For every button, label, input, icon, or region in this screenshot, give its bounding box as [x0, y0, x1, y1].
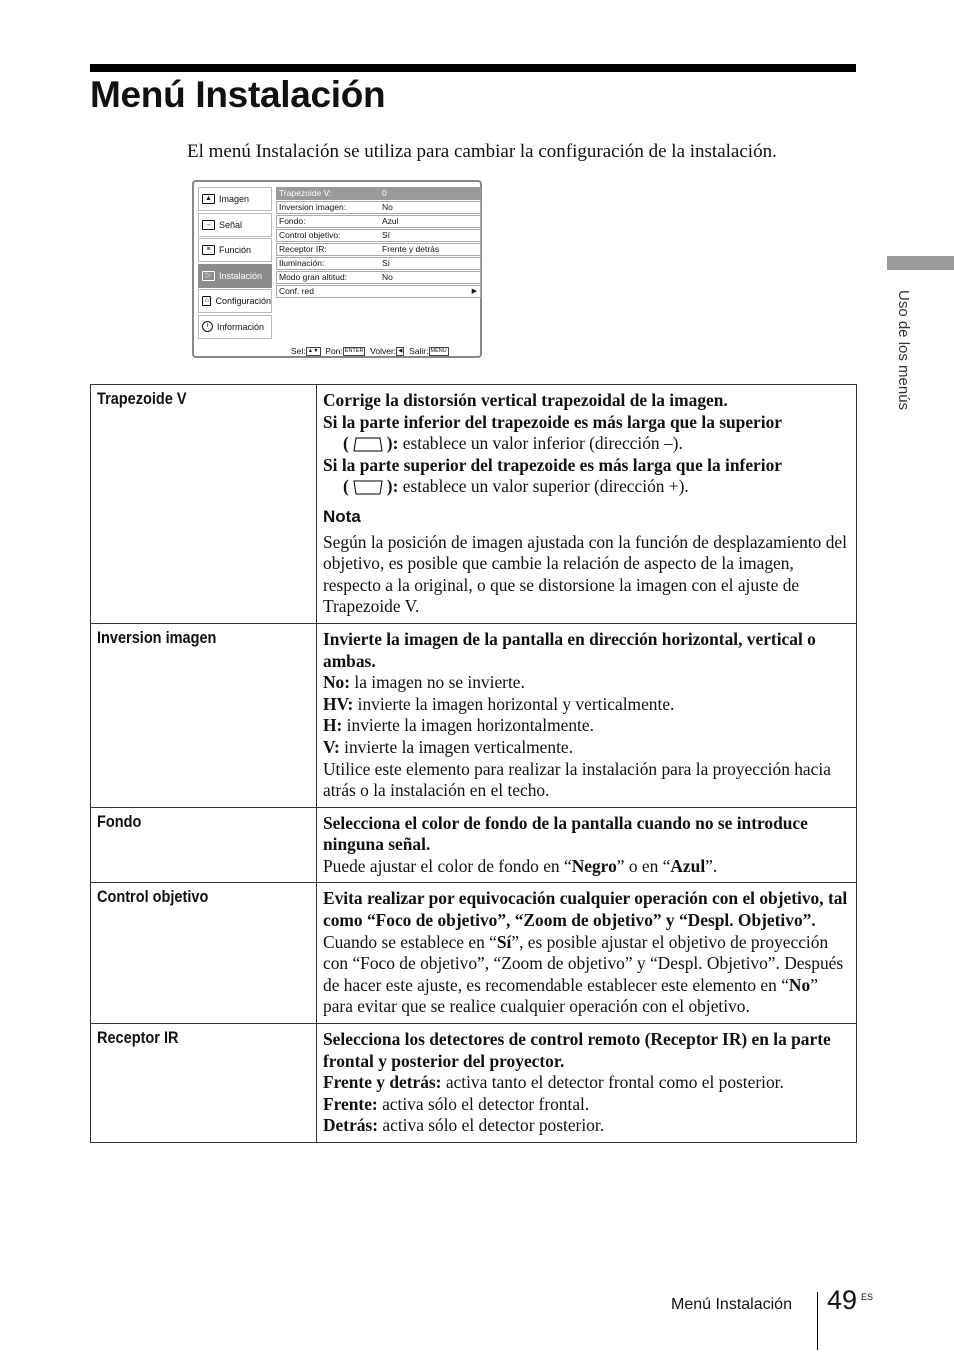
up-down-keys-icon: ▲▼ [307, 348, 319, 355]
information-icon: i [202, 321, 213, 332]
side-tab-bar [887, 256, 954, 270]
table-row [91, 807, 857, 883]
note-heading: Nota [323, 506, 361, 526]
title-rule [90, 64, 856, 72]
osd-tab-label: Función [219, 245, 252, 255]
osd-tab-funcion[interactable] [198, 238, 272, 262]
osd-tab-configuracion[interactable] [198, 289, 272, 313]
osd-tab-label: Información [217, 321, 265, 332]
table-row [91, 623, 857, 807]
intro-text: El menú Instalación se utiliza para cambiar la configuración de la instalación. [187, 141, 777, 162]
signal-icon: → [202, 220, 215, 230]
osd-footer: Sel: ▲▼ Pon: ENTER Volver: ◀ Salir: MENU [291, 346, 447, 356]
osd-row-iluminacion[interactable]: Iluminación: Sí [276, 257, 481, 270]
osd-tab-imagen[interactable] [198, 187, 272, 211]
setting-description: Selecciona el color de fondo de la pantalla cuando no se introduce ninguna señal. Puede ajustar el color de fondo en “Negro” o en “Azul”. [317, 807, 857, 883]
osd-menu [192, 180, 482, 358]
osd-row-trapezoide[interactable]: Trapezoide V: 0 [276, 187, 481, 200]
left-key-icon: ◀ [398, 348, 403, 355]
osd-tab-instalacion[interactable] [198, 264, 272, 288]
osd-tab-label: Configuración [215, 296, 271, 306]
page-number: 49 [827, 1285, 858, 1315]
osd-tab-informacion[interactable] [198, 315, 272, 339]
configuration-icon: ⌂ [202, 296, 211, 306]
enter-key: ENTER [344, 348, 364, 355]
side-tab-label: Uso de los menús [895, 290, 912, 411]
osd-settings-list [276, 187, 481, 299]
osd-row-fondo[interactable]: Fondo: Azul [276, 215, 481, 228]
osd-row-receptor[interactable]: Receptor IR: Frente y detrás [276, 243, 481, 256]
function-icon: ≡ [202, 245, 215, 255]
osd-tab-label: Imagen [219, 194, 250, 204]
table-row [91, 883, 857, 1024]
footer-section-label: Menú Instalación [671, 1296, 792, 1313]
table-row [91, 385, 857, 624]
page-title: Menú Instalación [90, 74, 386, 115]
chevron-right-icon: ▶ [471, 288, 477, 295]
osd-row-conf-red[interactable]: Conf. red ▶ [276, 285, 481, 298]
trapezoid-wide-top-icon [353, 480, 383, 495]
table-row [91, 1024, 857, 1143]
osd-row-altitud[interactable]: Modo gran altitud: No [276, 271, 481, 284]
osd-sidebar [198, 187, 272, 340]
osd-row-inversion[interactable]: Inversion imagen: No [276, 201, 481, 214]
setting-name: Inversion imagen [97, 628, 217, 647]
setting-description: Evita realizar por equivocación cualquier operación con el objetivo, tal como “Foco de objetivo”, “Zoom de objetivo” y “Despl. Objetivo”. Cuando se establece en “Sí”, es posible ajustar el objetivo de proyección con “Foco de objetivo”, “Zoom de objetivo” y “Despl. Objetivo”. Después de hacer este ajuste, es recomendable establecer este elemento en “No” para evitar que se realice cualquier operación con el objetivo. [317, 883, 857, 1024]
trapezoid-wide-bottom-icon [353, 437, 383, 452]
setting-description: Selecciona los detectores de control remoto (Receptor IR) en la parte frontal y posterior del proyector. Frente y detrás: activa tanto el detector frontal como el posterior. Frente: activa sólo el detector frontal. Detrás: activa sólo el detector posterior. [317, 1024, 857, 1143]
footer-divider [817, 1292, 818, 1350]
setting-name: Fondo [97, 812, 142, 831]
installation-icon: ▷ [202, 271, 215, 281]
setting-description: Invierte la imagen de la pantalla en dirección horizontal, vertical o ambas. No: la imagen no se invierte. HV: invierte la imagen horizontal y verticalmente. H: invierte la imagen horizontalmente. V: invierte la imagen verticalmente. Utilice este elemento para realizar la instalación para la proyección hacia atrás o la instalación en el techo. [317, 623, 857, 807]
menu-key: MENU [430, 348, 447, 355]
page-language: ES [861, 1292, 874, 1302]
osd-row-control[interactable]: Control objetivo: Sí [276, 229, 481, 242]
settings-table [90, 384, 857, 1143]
osd-tab-senal[interactable] [198, 213, 272, 237]
note-text: Según la posición de imagen ajustada con la función de desplazamiento del objetivo, es posible que cambie la relación de aspecto de la imagen, respecto a la original, o que se distorsione la imagen con el ajuste de Trapezoide V. [323, 531, 847, 617]
setting-name: Trapezoide V [97, 390, 187, 408]
setting-name: Control objetivo [97, 888, 209, 907]
osd-tab-label: Instalación [219, 270, 263, 281]
image-icon: ▲ [202, 194, 215, 204]
setting-description: Corrige la distorsión vertical trapezoidal de la imagen. Si la parte inferior del trapezoide es más larga que la superior ( ): establece un valor inferior (dirección –). Si la parte superior del trapezoide es más larga que la inferior ( ): establece un valor superior (dirección +). Nota Según la posición de imagen ajustada con la función de desplazamiento del objetivo, es posible que cambie la relación de aspecto de la imagen, respecto a la original, o que se distorsione la imagen con el ajuste de Trapezoide V. [317, 385, 857, 624]
setting-name: Receptor IR [97, 1029, 179, 1048]
osd-tab-label: Señal [219, 219, 243, 230]
